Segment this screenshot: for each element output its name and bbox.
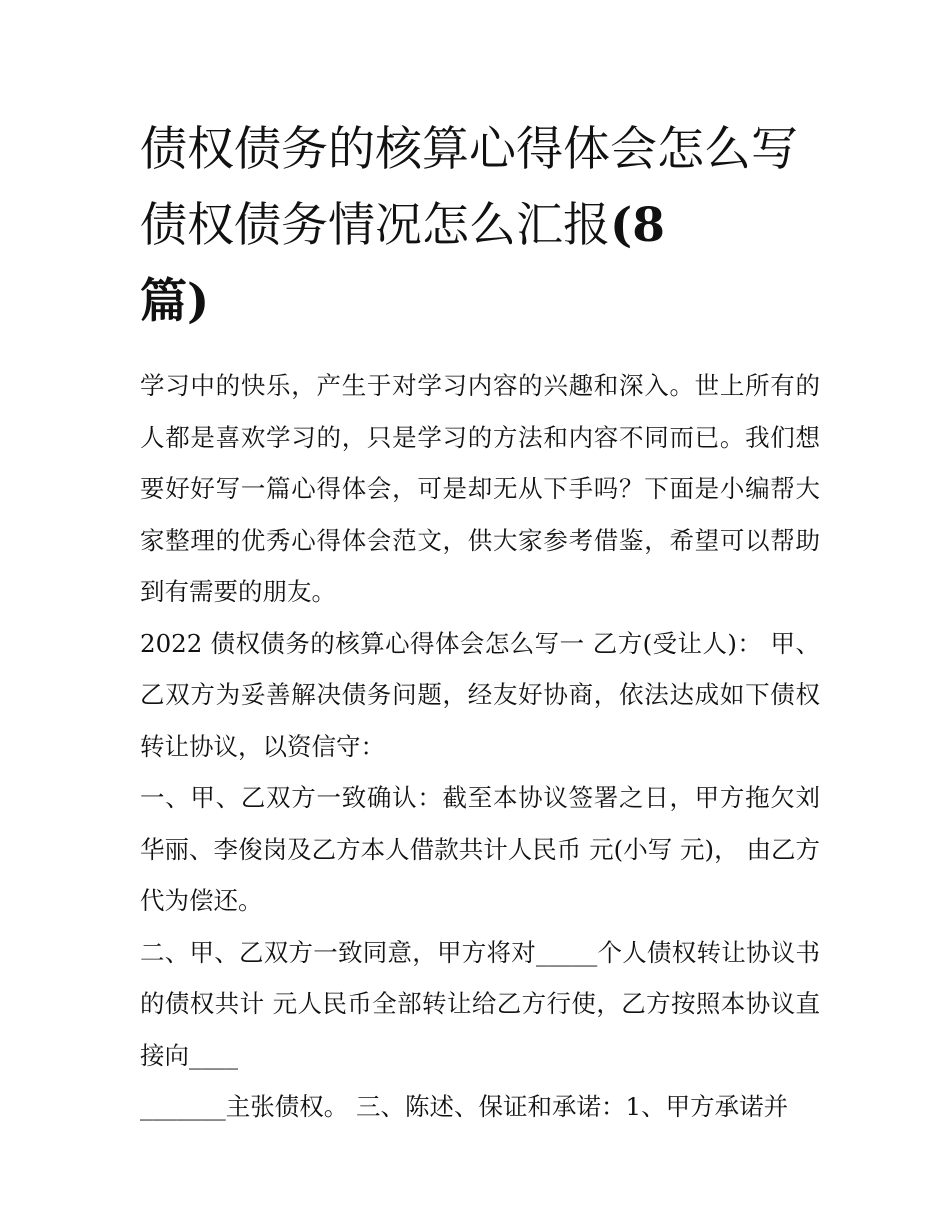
clause-two: 二、甲、乙双方一致同意，甲方将对_____个人债权转让协议书的债权共计 元人民币全部转让给乙方行使，乙方按照本协议直接向____ [140, 937, 820, 1070]
agreement-preamble: 2022 债权债务的核算心得体会怎么写一 乙方(受让人)： 甲、乙双方为妥善解决债务问题，经友好协商，依法达成如下债权转让协议，以资信守： [140, 628, 820, 761]
title-count-open: (8 [610, 198, 665, 253]
title-count-close: 篇) [140, 274, 210, 329]
title-text: 债权债务的核算心得体会怎么写 债权债务情况怎么汇报 [140, 122, 798, 253]
intro-paragraph: 学习中的快乐，产生于对学习内容的兴趣和深入。世上所有的人都是喜欢学习的，只是学习的方法和内容不同而已。我们想要好好写一篇心得体会，可是却无从下手吗？下面是小编帮大家整理的优秀心得体会范文，供大家参考借鉴，希望可以帮助到有需要的朋友。 [140, 371, 820, 606]
document-page [140, 112, 820, 1133]
document-title [140, 112, 820, 340]
clause-three: _______主张债权。 三、陈述、保证和承诺：1、甲方承诺并 [140, 1092, 789, 1121]
clause-one: 一、甲、乙双方一致确认：截至本协议签署之日，甲方拖欠刘华丽、李俊岗及乙方本人借款共计人民币 元(小写 元)， 由乙方代为偿还。 [140, 783, 820, 915]
